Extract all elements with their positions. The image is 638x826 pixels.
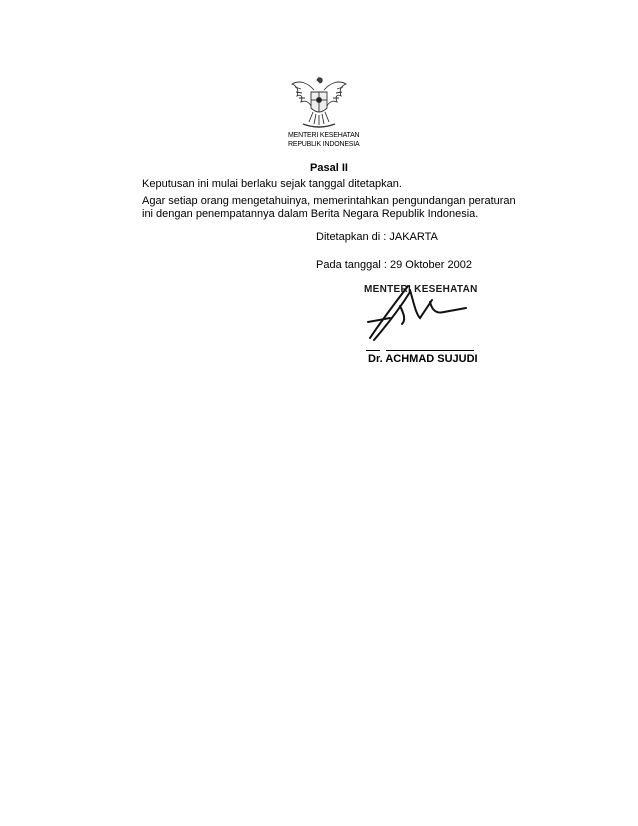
signature-stamp-text: MENTERI KESEHATAN — [364, 284, 478, 295]
enactment-date: Pada tanggal : 29 Oktober 2002 — [316, 259, 472, 271]
signature-line — [386, 350, 474, 351]
garuda-emblem-icon — [287, 74, 351, 130]
article-heading: Pasal II — [310, 162, 348, 174]
ministry-letterhead — [288, 131, 359, 149]
enactment-place: Ditetapkan di : JAKARTA — [316, 231, 438, 243]
handwritten-signature-icon — [340, 278, 490, 350]
ministry-line-2: REPUBLIK INDONESIA — [288, 141, 360, 148]
ministry-line-1: MENTERI KESEHATAN — [288, 132, 360, 139]
article-paragraph-2: Agar setiap orang mengetahuinya, memerintahkan pengundangan peraturan ini dengan penempatannya dalam Berita Negara Republik Indonesia. — [142, 194, 516, 220]
signer-name: Dr. ACHMAD SUJUDI — [368, 353, 478, 365]
signature-line-left — [366, 350, 380, 351]
article-paragraph-1: Keputusan ini mulai berlaku sejak tanggal ditetapkan. — [142, 178, 402, 190]
article-body — [142, 178, 522, 222]
